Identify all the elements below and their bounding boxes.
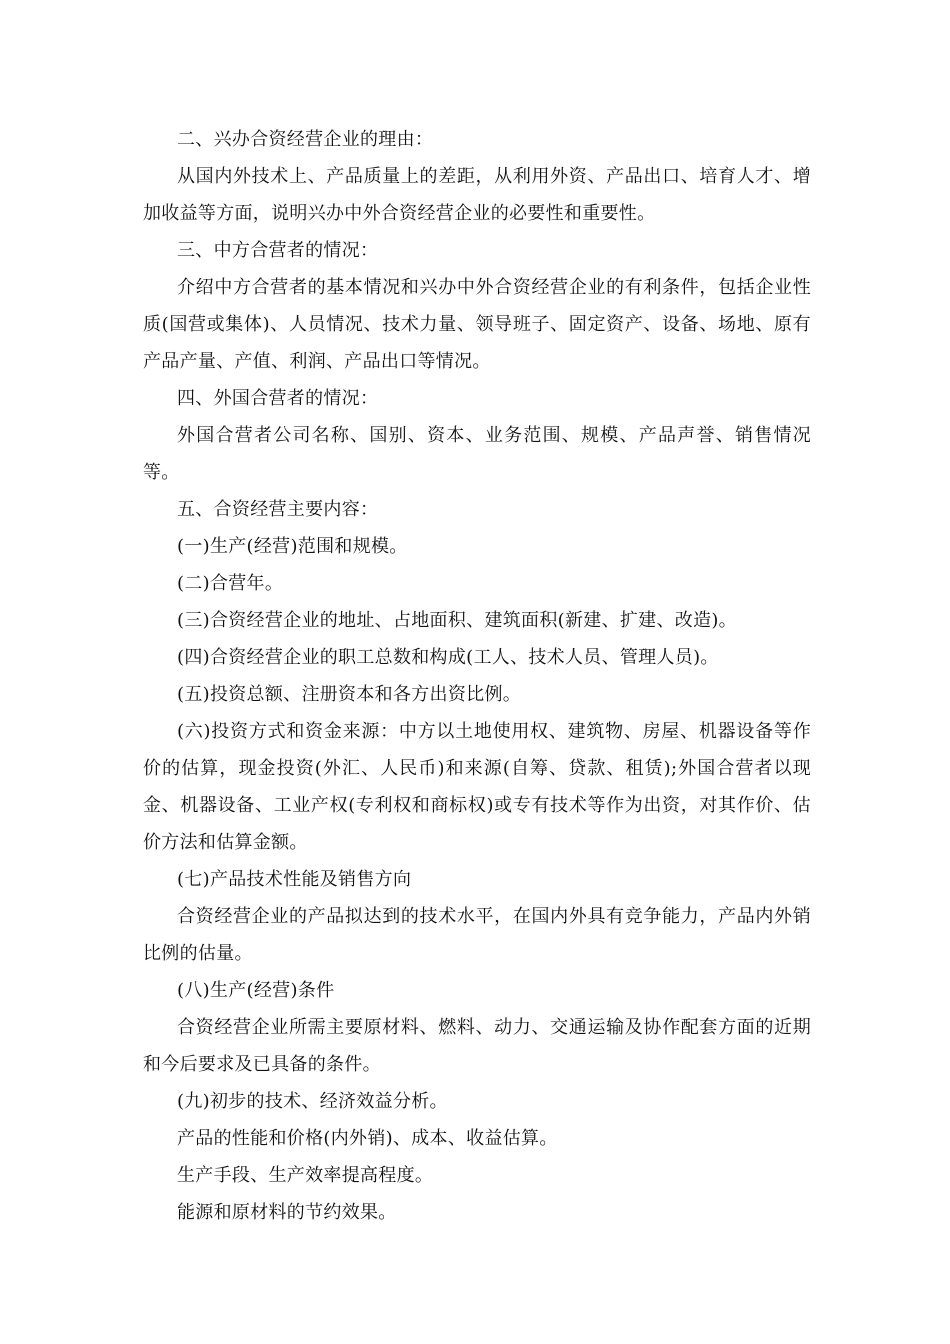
document-body	[143, 121, 811, 1231]
list-item: (七)产品技术性能及销售方向	[177, 869, 412, 890]
body-paragraph: 合资经营企业所需主要原材料、燃料、动力、交通运输及协作配套方面的近期和今后要求及已具备的条件。	[143, 1017, 811, 1075]
list-item: (五)投资总额、注册资本和各方出资比例。	[177, 684, 522, 705]
list-item: (八)生产(经营)条件	[177, 980, 335, 1001]
list-item: (六)投资方式和资金来源：中方以土地使用权、建筑物、房屋、机器设备等作价的估算，现金投资(外汇、人民币)和来源(自筹、贷款、租赁);外国合营者以现金、机器设备、工业产权(专利权和商标权)或专有技术等作为出资，对其作价、估价方法和估算金额。	[143, 721, 811, 853]
body-paragraph: 介绍中方合营者的基本情况和兴办中外合资经营企业的有利条件，包括企业性质(国营或集体)、人员情况、技术力量、领导班子、固定资产、设备、场地、原有产品产量、产值、利润、产品出口等情况。	[143, 277, 811, 372]
section-heading-foreign-party: 四、外国合营者的情况：	[177, 388, 379, 409]
body-paragraph: 生产手段、生产效率提高程度。	[177, 1165, 434, 1186]
section-heading-main-content: 五、合资经营主要内容：	[177, 499, 379, 520]
list-item: (一)生产(经营)范围和规模。	[177, 536, 408, 557]
section-heading-reasons: 二、兴办合资经营企业的理由：	[177, 129, 434, 150]
body-paragraph: 合资经营企业的产品拟达到的技术水平，在国内外具有竞争能力，产品内外销比例的估量。	[143, 906, 811, 964]
list-item: (三)合资经营企业的地址、占地面积、建筑面积(新建、扩建、改造)。	[177, 610, 737, 631]
list-item: (二)合营年。	[177, 573, 284, 594]
list-item: (四)合资经营企业的职工总数和构成(工人、技术人员、管理人员)。	[177, 647, 719, 668]
body-paragraph: 外国合营者公司名称、国别、资本、业务范围、规模、产品声誉、销售情况等。	[143, 425, 811, 483]
body-paragraph: 从国内外技术上、产品质量上的差距，从利用外资、产品出口、培育人才、增加收益等方面，说明兴办中外合资经营企业的必要性和重要性。	[143, 166, 811, 224]
body-paragraph: 产品的性能和价格(内外销)、成本、收益估算。	[177, 1128, 558, 1149]
list-item: (九)初步的技术、经济效益分析。	[177, 1091, 448, 1112]
section-heading-chinese-party: 三、中方合营者的情况：	[177, 240, 379, 261]
body-paragraph: 能源和原材料的节约效果。	[177, 1202, 397, 1223]
